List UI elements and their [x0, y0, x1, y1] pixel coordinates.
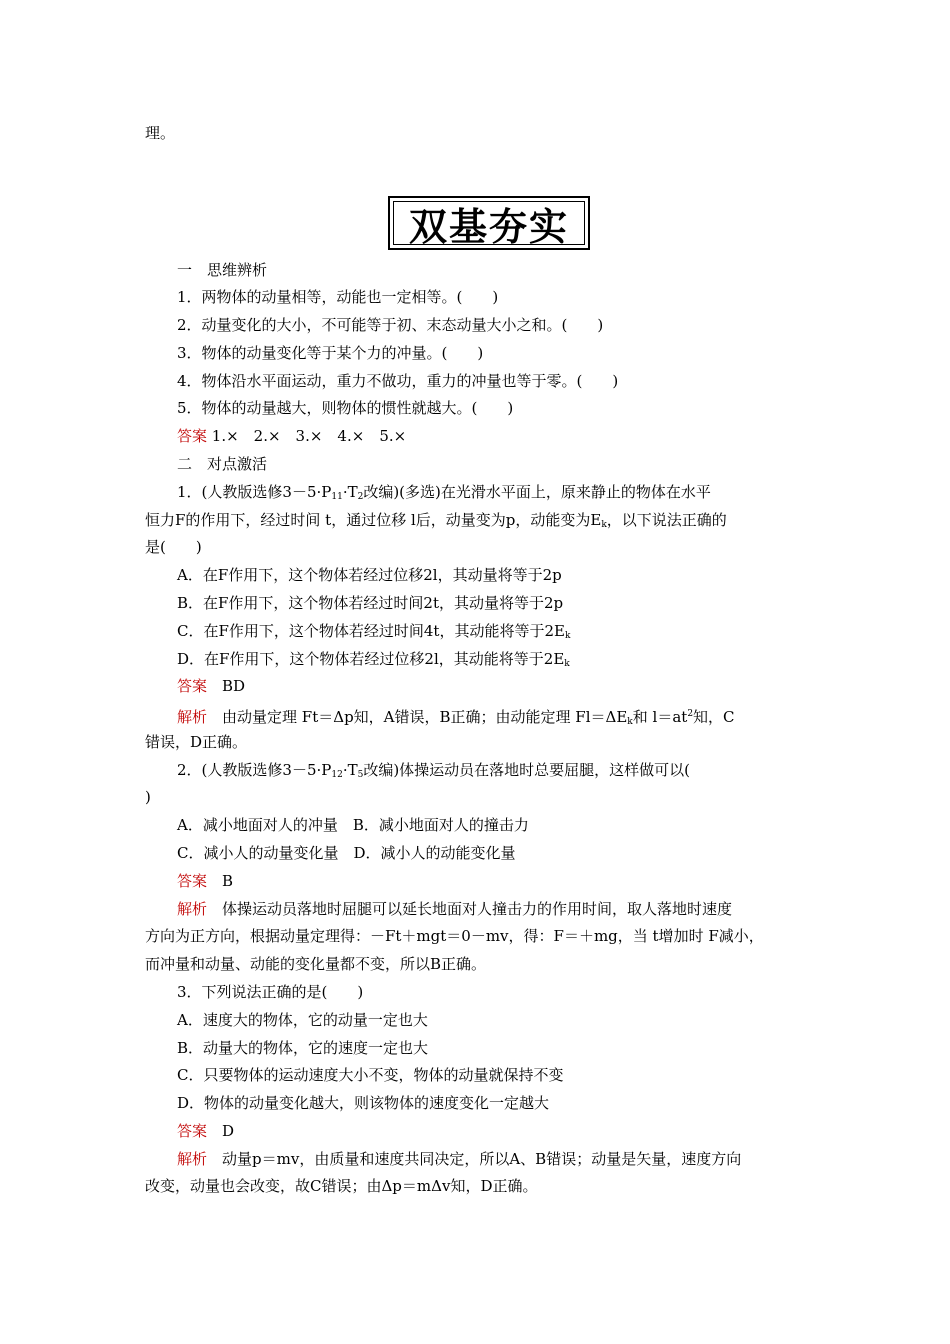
judgment-1: 1．两物体的动量相等，动能也一定相等。( ) [177, 288, 499, 306]
q3-stem: 3．下列说法正确的是( ) [177, 983, 364, 1001]
q2-stem-line2: ) [145, 788, 151, 806]
q1-option-d: D．在F作用下，这个物体若经过位移2l，其动能将等于$2E_k$ [177, 650, 570, 669]
top-fragment: 理。 [145, 124, 176, 142]
q3-analysis-line1: 解析 动量p＝mv，由质量和速度共同决定，所以A、B错误；动量是矢量，速度方向 [177, 1150, 742, 1168]
q2-analysis-line3: 而冲量和动量、动能的变化量都不变，所以B正确。 [145, 955, 487, 973]
part2-heading: 二 对点激活 [177, 455, 268, 473]
q3-analysis-line2: 改变，动量也会改变，故C错误；由Δp＝mΔv知，D正确。 [145, 1177, 538, 1195]
part1-heading: 一 思维辨析 [177, 261, 268, 279]
q3-option-a: A．速度大的物体，它的动量一定也大 [177, 1011, 428, 1029]
q1-answer: 答案 BD [177, 677, 246, 695]
q2-stem-line1: 2．(人教版选修$3-5\cdot P_{12}\cdot T_5$改编)体操运动员在落地时总要屈腿，这样做可以( [177, 761, 691, 780]
judgment-answers-line [177, 426, 406, 446]
q1-stem-line3: 是( ) [145, 538, 202, 556]
judgment-answers: 1.× 2.× 3.× 4.× 5.× [211, 427, 407, 445]
answer-label: 答案 [177, 427, 208, 445]
section-banner-title: 双基夯实 [393, 201, 585, 245]
q2-analysis-line2: 方向为正方向，根据动量定理得：－Ft＋mgt＝0－mv，得：F＝＋mg，当 t增加时 F减小， [145, 927, 764, 945]
q3-answer: 答案 D [177, 1122, 235, 1140]
q1-option-c: C．在F作用下，这个物体若经过时间4t，其动能将等于$2E_k$ [177, 622, 571, 641]
q2-options-line2: C．减小人的动量变化量 D．减小人的动能变化量 [177, 844, 516, 862]
judgment-5: 5．物体的动量越大，则物体的惯性就越大。( ) [177, 399, 514, 417]
judgment-4: 4．物体沿水平面运动，重力不做功，重力的冲量也等于零。( ) [177, 372, 619, 390]
q1-option-a: A．在F作用下，这个物体若经过位移2l，其动量将等于2p [177, 566, 562, 584]
judgment-3: 3．物体的动量变化等于某个力的冲量。( ) [177, 344, 484, 362]
judgment-2: 2．动量变化的大小，不可能等于初、末态动量大小之和。( ) [177, 316, 604, 334]
q1-stem-line1: 1．(人教版选修$3-5\cdot P_{11}\cdot T_2$改编)(多选)在光滑水平面上，原来静止的物体在水平 [177, 483, 711, 502]
q2-analysis-line1: 解析 体操运动员落地时屈腿可以延长地面对人撞击力的作用时间，取人落地时速度 [177, 900, 733, 918]
q1-option-b: B．在F作用下，这个物体若经过时间2t，其动量将等于2p [177, 594, 564, 612]
q1-stem-line2: 恒力F的作用下，经过时间 t，通过位移 l后，动量变为p，动能变为$E_k$，以下说法正确的 [145, 511, 727, 530]
q2-answer: 答案 B [177, 872, 234, 890]
q1-analysis-line1: 解析 由动量定理 Ft＝Δp知，A错误，B正确；由动能定理 $Fl=\Delta E_k$和 $l=at^2$知，C [177, 708, 735, 727]
q3-option-d: D．物体的动量变化越大，则该物体的速度变化一定越大 [177, 1094, 550, 1112]
q3-option-b: B．动量大的物体，它的速度一定也大 [177, 1039, 429, 1057]
q3-option-c: C．只要物体的运动速度大小不变，物体的动量就保持不变 [177, 1066, 564, 1084]
section-banner [388, 196, 590, 250]
q2-options-line1: A．减小地面对人的冲量 B．减小地面对人的撞击力 [177, 816, 529, 834]
q1-analysis-line2: 错误，D正确。 [145, 733, 248, 751]
